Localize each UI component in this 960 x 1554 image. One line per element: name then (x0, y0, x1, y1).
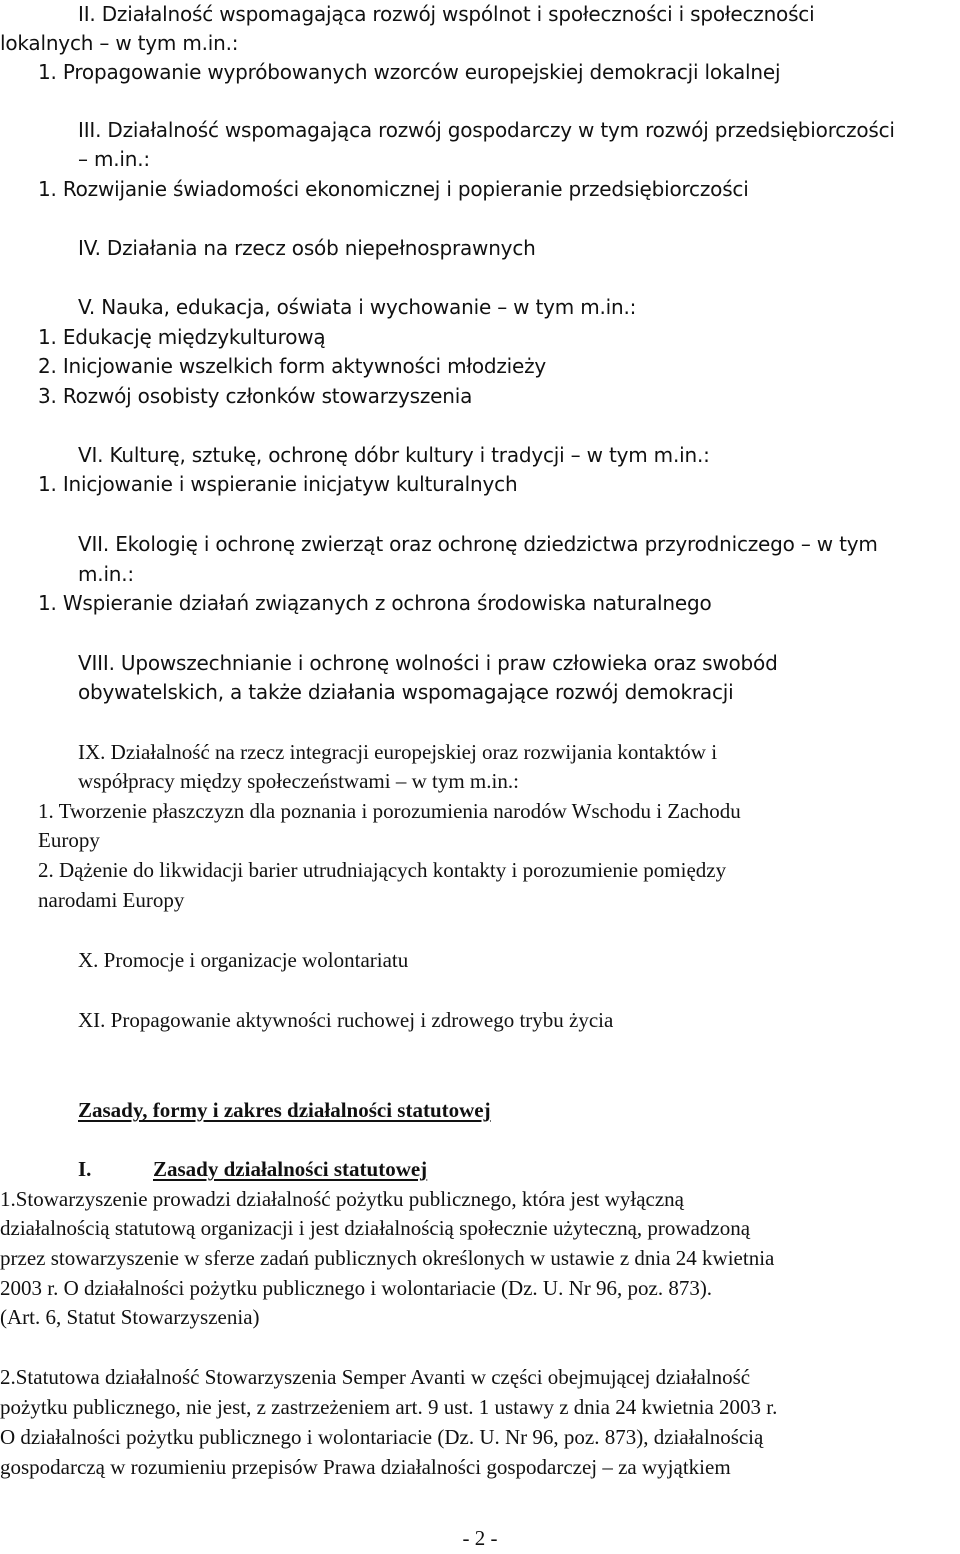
list-item-v: V. Nauka, edukacja, oświata i wychowanie – w tym m.in.: (78, 295, 637, 319)
paragraph-2-line-3: O działalności pożytku publicznego i wolontariacie (Dz. U. Nr 96, poz. 873), działalnością (0, 1425, 764, 1449)
subsection-heading: Zasady działalności statutowej (153, 1157, 428, 1181)
list-item-iv: IV. Działania na rzecz osób niepełnosprawnych (78, 236, 536, 260)
subitem-ii-1: 1. Propagowanie wypróbowanych wzorców europejskiej demokracji lokalnej (38, 60, 781, 84)
list-item-iii-line-2: – m.in.: (78, 147, 150, 171)
subitem-iii-1: 1. Rozwijanie świadomości ekonomicznej i popieranie przedsiębiorczości (38, 177, 749, 201)
list-item-vii-line-1: VII. Ekologię i ochronę zwierząt oraz ochronę dziedzictwa przyrodniczego – w tym (78, 532, 878, 556)
list-item-ii-line-1: II. Działalność wspomagająca rozwój wspólnot i społeczności i społeczności (78, 2, 815, 26)
paragraph-1-line-3: przez stowarzyszenie w sferze zadań publicznych określonych w ustawie z dnia 24 kwietnia (0, 1246, 775, 1270)
paragraph-2-line-1: 2.Statutowa działalność Stowarzyszenia Semper Avanti w części obejmującej działalność (0, 1365, 751, 1389)
list-item-vii-line-2: m.in.: (78, 562, 134, 586)
list-item-ii-line-2: lokalnych – w tym m.in.: (0, 31, 239, 55)
paragraph-1-line-1: 1.Stowarzyszenie prowadzi działalność pożytku publicznego, która jest wyłączną (0, 1187, 685, 1211)
paragraph-1-line-2: działalnością statutową organizacji i jest działalnością społecznie użyteczną, prowadzoną (0, 1216, 751, 1240)
section-heading: Zasady, formy i zakres działalności statutowej (78, 1098, 491, 1122)
list-item-iii-line-1: III. Działalność wspomagająca rozwój gospodarczy w tym rozwój przedsiębiorczości (78, 118, 895, 142)
subitem-v-1: 1. Edukację międzykulturową (38, 325, 326, 349)
subitem-v-2: 2. Inicjowanie wszelkich form aktywności młodzieży (38, 354, 547, 378)
list-item-x: X. Promocje i organizacje wolontariatu (78, 948, 409, 972)
list-item-ix-line-1: IX. Działalność na rzecz integracji europejskiej oraz rozwijania kontaktów i (78, 740, 718, 764)
subitem-ix-2-line-1: 2. Dążenie do likwidacji barier utrudniających kontakty i porozumienie pomiędzy (38, 858, 727, 882)
list-item-vi: VI. Kulturę, sztukę, ochronę dóbr kultury i tradycji – w tym m.in.: (78, 443, 710, 467)
subitem-ix-1-line-2: Europy (38, 828, 100, 852)
list-item-xi: XI. Propagowanie aktywności ruchowej i zdrowego trybu życia (78, 1008, 614, 1032)
list-item-viii-line-1: VIII. Upowszechnianie i ochronę wolności i praw człowieka oraz swobód (78, 651, 778, 675)
paragraph-1-line-4: 2003 r. O działalności pożytku publicznego i wolontariacie (Dz. U. Nr 96, poz. 873). (0, 1276, 713, 1300)
subitem-ix-2-line-2: narodami Europy (38, 888, 185, 912)
list-item-ix-line-2: współpracy między społeczeństwami – w tym m.in.: (78, 769, 519, 793)
subitem-ix-1-line-1: 1. Tworzenie płaszczyzn dla poznania i porozumienia narodów Wschodu i Zachodu (38, 799, 741, 823)
paragraph-1-line-5: (Art. 6, Statut Stowarzyszenia) (0, 1305, 260, 1329)
subitem-vi-1: 1. Inicjowanie i wspieranie inicjatyw kulturalnych (38, 472, 518, 496)
list-item-viii-line-2: obywatelskich, a także działania wspomagające rozwój demokracji (78, 680, 734, 704)
subitem-v-3: 3. Rozwój osobisty członków stowarzyszenia (38, 384, 473, 408)
paragraph-2-line-4: gospodarczą w rozumieniu przepisów Prawa działalności gospodarczej – za wyjątkiem (0, 1455, 731, 1479)
page-number: - 2 - (462, 1526, 498, 1550)
subsection-number: I. (78, 1157, 92, 1181)
subitem-vii-1: 1. Wspieranie działań związanych z ochrona środowiska naturalnego (38, 591, 712, 615)
paragraph-2-line-2: pożytku publicznego, nie jest, z zastrzeżeniem art. 9 ust. 1 ustawy z dnia 24 kwietnia 2003 r. (0, 1395, 778, 1419)
